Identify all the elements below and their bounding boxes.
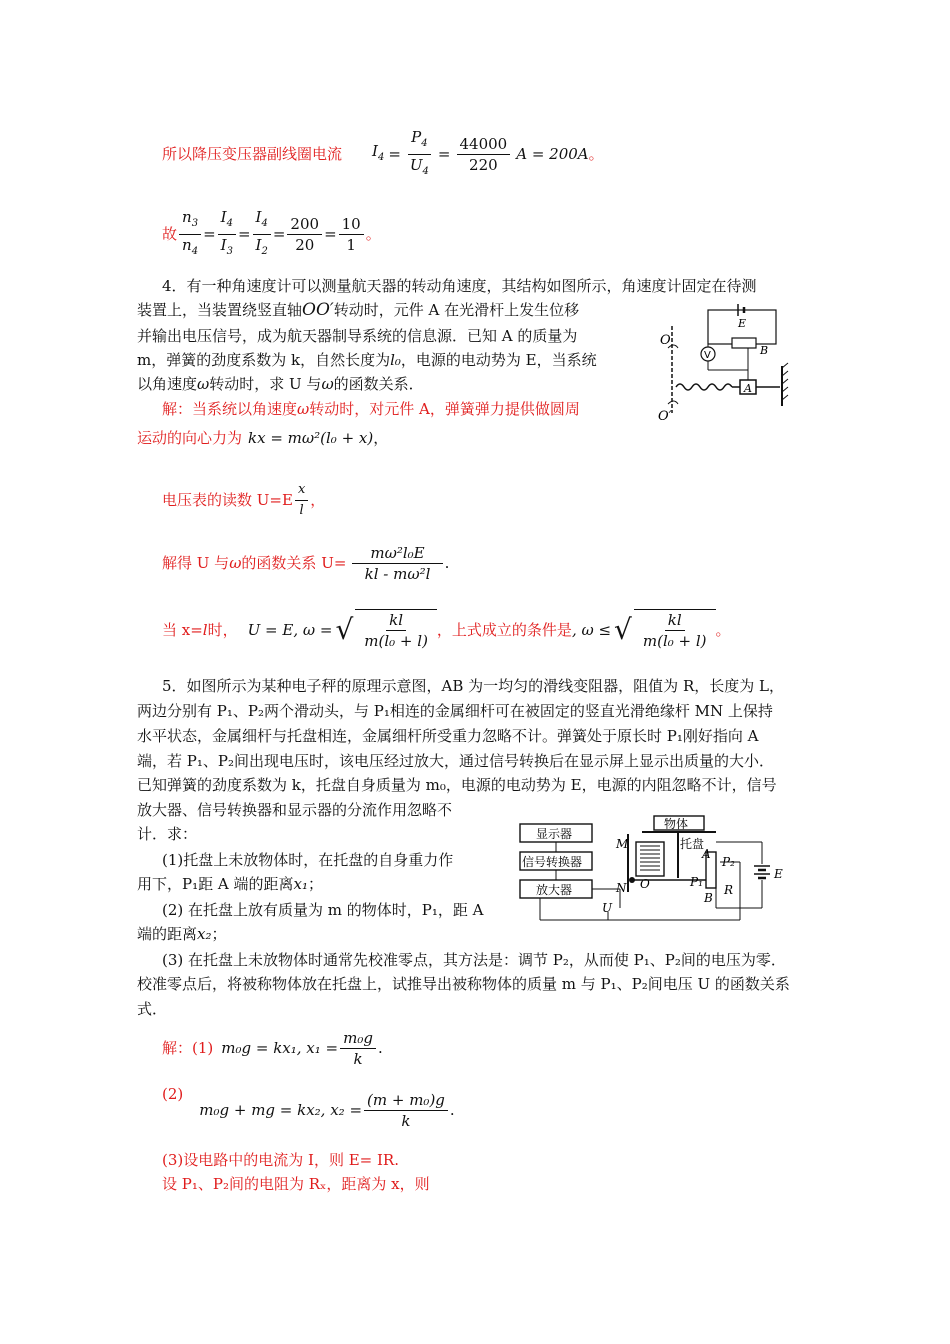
spring bbox=[676, 384, 732, 390]
q5-part2-a: (2) 在托盘上放有质量为 m 的物体时，P₁，距 A bbox=[162, 901, 484, 919]
svg-text:O: O bbox=[640, 877, 650, 891]
fraction-sqrt-1: $\frac{kl}{\text{m(l₀ + l)}}$ bbox=[364, 611, 428, 650]
current-equation: $I_4$ = $\frac{P_4}{U_4}$ = $\frac{44000}{220}$ A = 200A 。 bbox=[372, 128, 604, 180]
fraction-i4-i3: $\frac{I_4}{I_3}$ bbox=[218, 207, 236, 262]
battery-e-label: E bbox=[774, 867, 783, 881]
fraction-10-1: $\frac{10}{1}$ bbox=[339, 214, 364, 255]
svg-text:B: B bbox=[704, 891, 713, 905]
fraction-200-20: $\frac{200}{20}$ bbox=[287, 214, 322, 255]
svg-text:P₁: P₁ bbox=[690, 875, 703, 889]
fraction-u-omega: $\frac{\text{mω²l₀E}}{\text{kl - mω²l}}$ bbox=[352, 543, 442, 584]
q4-solution-2: 运动的向心力为 kx = mω²(l₀ + x)， bbox=[137, 429, 389, 447]
angular-speed-meter-diagram bbox=[650, 298, 800, 428]
q5-part3-a: (3) 在托盘上未放物体时通常先校准零点，其方法是：调节 P₂，从而使 P₁、P₂间的电压为零． bbox=[162, 951, 786, 969]
q5-part2-b: 端的距离x₂； bbox=[137, 925, 227, 943]
q5-line-7: 计．求： bbox=[137, 825, 198, 843]
fraction-n3-n4: $\frac{n_3}{n_4}$ bbox=[179, 207, 201, 262]
q5-part1-b: 用下，P₁距 A 端的距离x₁； bbox=[137, 875, 323, 893]
svg-text:P₂: P₂ bbox=[722, 855, 735, 869]
ratio-end-mark: 。 bbox=[365, 225, 381, 243]
q4-line-4: m，弹簧的劲度系数为 k，自然长度为l₀，电源的电动势为 E，当系统 bbox=[137, 351, 597, 369]
q4-line-5: 以角速度ω转动时，求 U 与ω的函数关系． bbox=[137, 375, 424, 393]
turns-ratio-equation: 故 $\frac{n_3}{n_4}$ = $\frac{I_4}{I_3}$ = $\frac{I_4}{I_2}$ = $\frac{200}{20}$ = $\frac{10}{1}$ 。 bbox=[162, 206, 381, 262]
q4-line-2: 装置上，当装置绕竖直轴OO′转动时，元件 A 在光滑杆上发生位移 bbox=[137, 300, 580, 320]
svg-text:物体: 物体 bbox=[664, 817, 689, 831]
q5-solution-1: 解：(1) m₀g = kx₁, x₁ = $\frac{\text{m₀g}}{k}$ . bbox=[162, 1028, 383, 1068]
axis-label-o: O bbox=[660, 333, 671, 348]
svg-text:显示器: 显示器 bbox=[536, 827, 573, 841]
axis-label-o-prime: O′ bbox=[658, 409, 672, 424]
fraction-x1: $\frac{\text{m₀g}}{k}$ bbox=[340, 1028, 376, 1069]
resistor bbox=[732, 338, 756, 348]
q4-solution-4: 解得 U 与 ω 的函数关系 U= $\frac{\text{mω²l₀E}}{\text{kl - mω²l}}$ . bbox=[162, 543, 450, 583]
q5-line-3: 水平状态，金属细杆与托盘相连，金属细杆所受重力忽略不计。弹簧处于原长时 P₁刚好指向 A bbox=[137, 727, 759, 745]
source-e-label: E bbox=[738, 317, 747, 330]
q4-line-1: 4．有一种角速度计可以测量航天器的转动角速度，其结构如图所示，角速度计固定在待测 bbox=[162, 277, 757, 295]
voltage-u-label: U bbox=[602, 901, 613, 915]
svg-text:V: V bbox=[704, 350, 711, 361]
fraction-sqrt-2: $\frac{kl}{\text{m(l₀ + l)}}$ bbox=[642, 611, 707, 650]
electronic-scale-diagram bbox=[516, 812, 802, 928]
q5-line-2: 两边分别有 P₁、P₂两个滑动头，与 P₁相连的金属细杆可在被固定的竖直光滑绝缘杆 MN 上保持 bbox=[137, 702, 773, 720]
q4-solution-3: 电压表的读数 U=E $\frac{x}{l}$ ， bbox=[162, 478, 325, 522]
fraction-x-l: $\frac{x}{l}$ bbox=[295, 480, 308, 521]
fraction-44000-220: $\frac{44000}{220}$ bbox=[457, 134, 511, 175]
q5-line-5: 已知弹簧的劲度系数为 k，托盘自身质量为 m₀，电源的电动势为 E，电源的内阻忽略不计，信号 bbox=[137, 776, 777, 794]
eq-end-mark: 。 bbox=[588, 145, 604, 163]
svg-text:托盘: 托盘 bbox=[680, 837, 705, 851]
q5-part3-b: 校准零点后，将被称物体放在托盘上，试推导出被称物体的质量 m 与 P₁、P₂间电压 U 的函数关系 bbox=[137, 975, 790, 993]
fraction-p4-u4: $\frac{P_4}{U_4}$ bbox=[409, 127, 429, 177]
eq-lhs: $I_4$ bbox=[372, 141, 385, 163]
q5-solution-4: 设 P₁、P₂间的电阻为 Rₓ，距离为 x，则 bbox=[162, 1175, 430, 1193]
svg-text:信号转换器: 信号转换器 bbox=[522, 855, 583, 869]
solution-intro-line bbox=[162, 142, 342, 166]
svg-text:B: B bbox=[760, 344, 769, 357]
svg-text:A: A bbox=[702, 847, 711, 861]
scale-spring bbox=[640, 846, 660, 870]
svg-text:放大器: 放大器 bbox=[536, 883, 573, 897]
eq-result: A = 200A bbox=[516, 145, 589, 163]
svg-text:R: R bbox=[724, 883, 734, 897]
q5-line-6: 放大器、信号转换器和显示器的分流作用忽略不 bbox=[137, 801, 453, 819]
svg-text:A: A bbox=[744, 382, 752, 395]
q5-part1-a: (1)托盘上未放物体时，在托盘的自身重力作 bbox=[162, 851, 454, 869]
ratio-intro: 故 bbox=[162, 225, 178, 243]
q4-line-3: 并输出电压信号，成为航天器制导系统的信息源．已知 A 的质量为 bbox=[137, 327, 578, 345]
fraction-x2: $\frac{\text{(m + m₀)g}}{k}$ bbox=[364, 1090, 448, 1131]
solution-intro-text: 所以降压变压器副线圈电流 bbox=[162, 145, 343, 163]
q4-solution-1: 解：当系统以角速度ω转动时，对元件 A，弹簧弹力提供做圆周 bbox=[162, 400, 580, 418]
q5-solution-2: (2) m₀g + mg = kx₂, x₂ = $\frac{\text{(m + m₀)g}}{k}$ . bbox=[162, 1085, 455, 1130]
svg-text:N: N bbox=[616, 881, 627, 895]
q5-part3-c: 式． bbox=[137, 1000, 168, 1018]
q5-line-4: 端，若 P₁、P₂间出现电压时，该电压经过放大，通过信号转换后在显示屏上显示出质量的大小． bbox=[137, 752, 774, 770]
svg-text:M: M bbox=[616, 837, 629, 851]
q5-line-1: 5．如图所示为某种电子秤的原理示意图，AB 为一均匀的滑线变阻器，阻值为 R，长度为 L， bbox=[162, 677, 784, 695]
fraction-i4-i2: $\frac{I_4}{I_2}$ bbox=[253, 207, 271, 262]
q4-solution-5: 当 x= l 时， U = E, ω = √ $\frac{kl}{\text{m(l₀ + l)}}$ ，上式成立的条件是 , ω ≤ √ $\frac{kl}{\text{m(l₀ + l)}}$ 。 bbox=[162, 611, 731, 650]
q5-solution-3: (3)设电路中的电流为 I，则 E= IR. bbox=[162, 1151, 399, 1169]
